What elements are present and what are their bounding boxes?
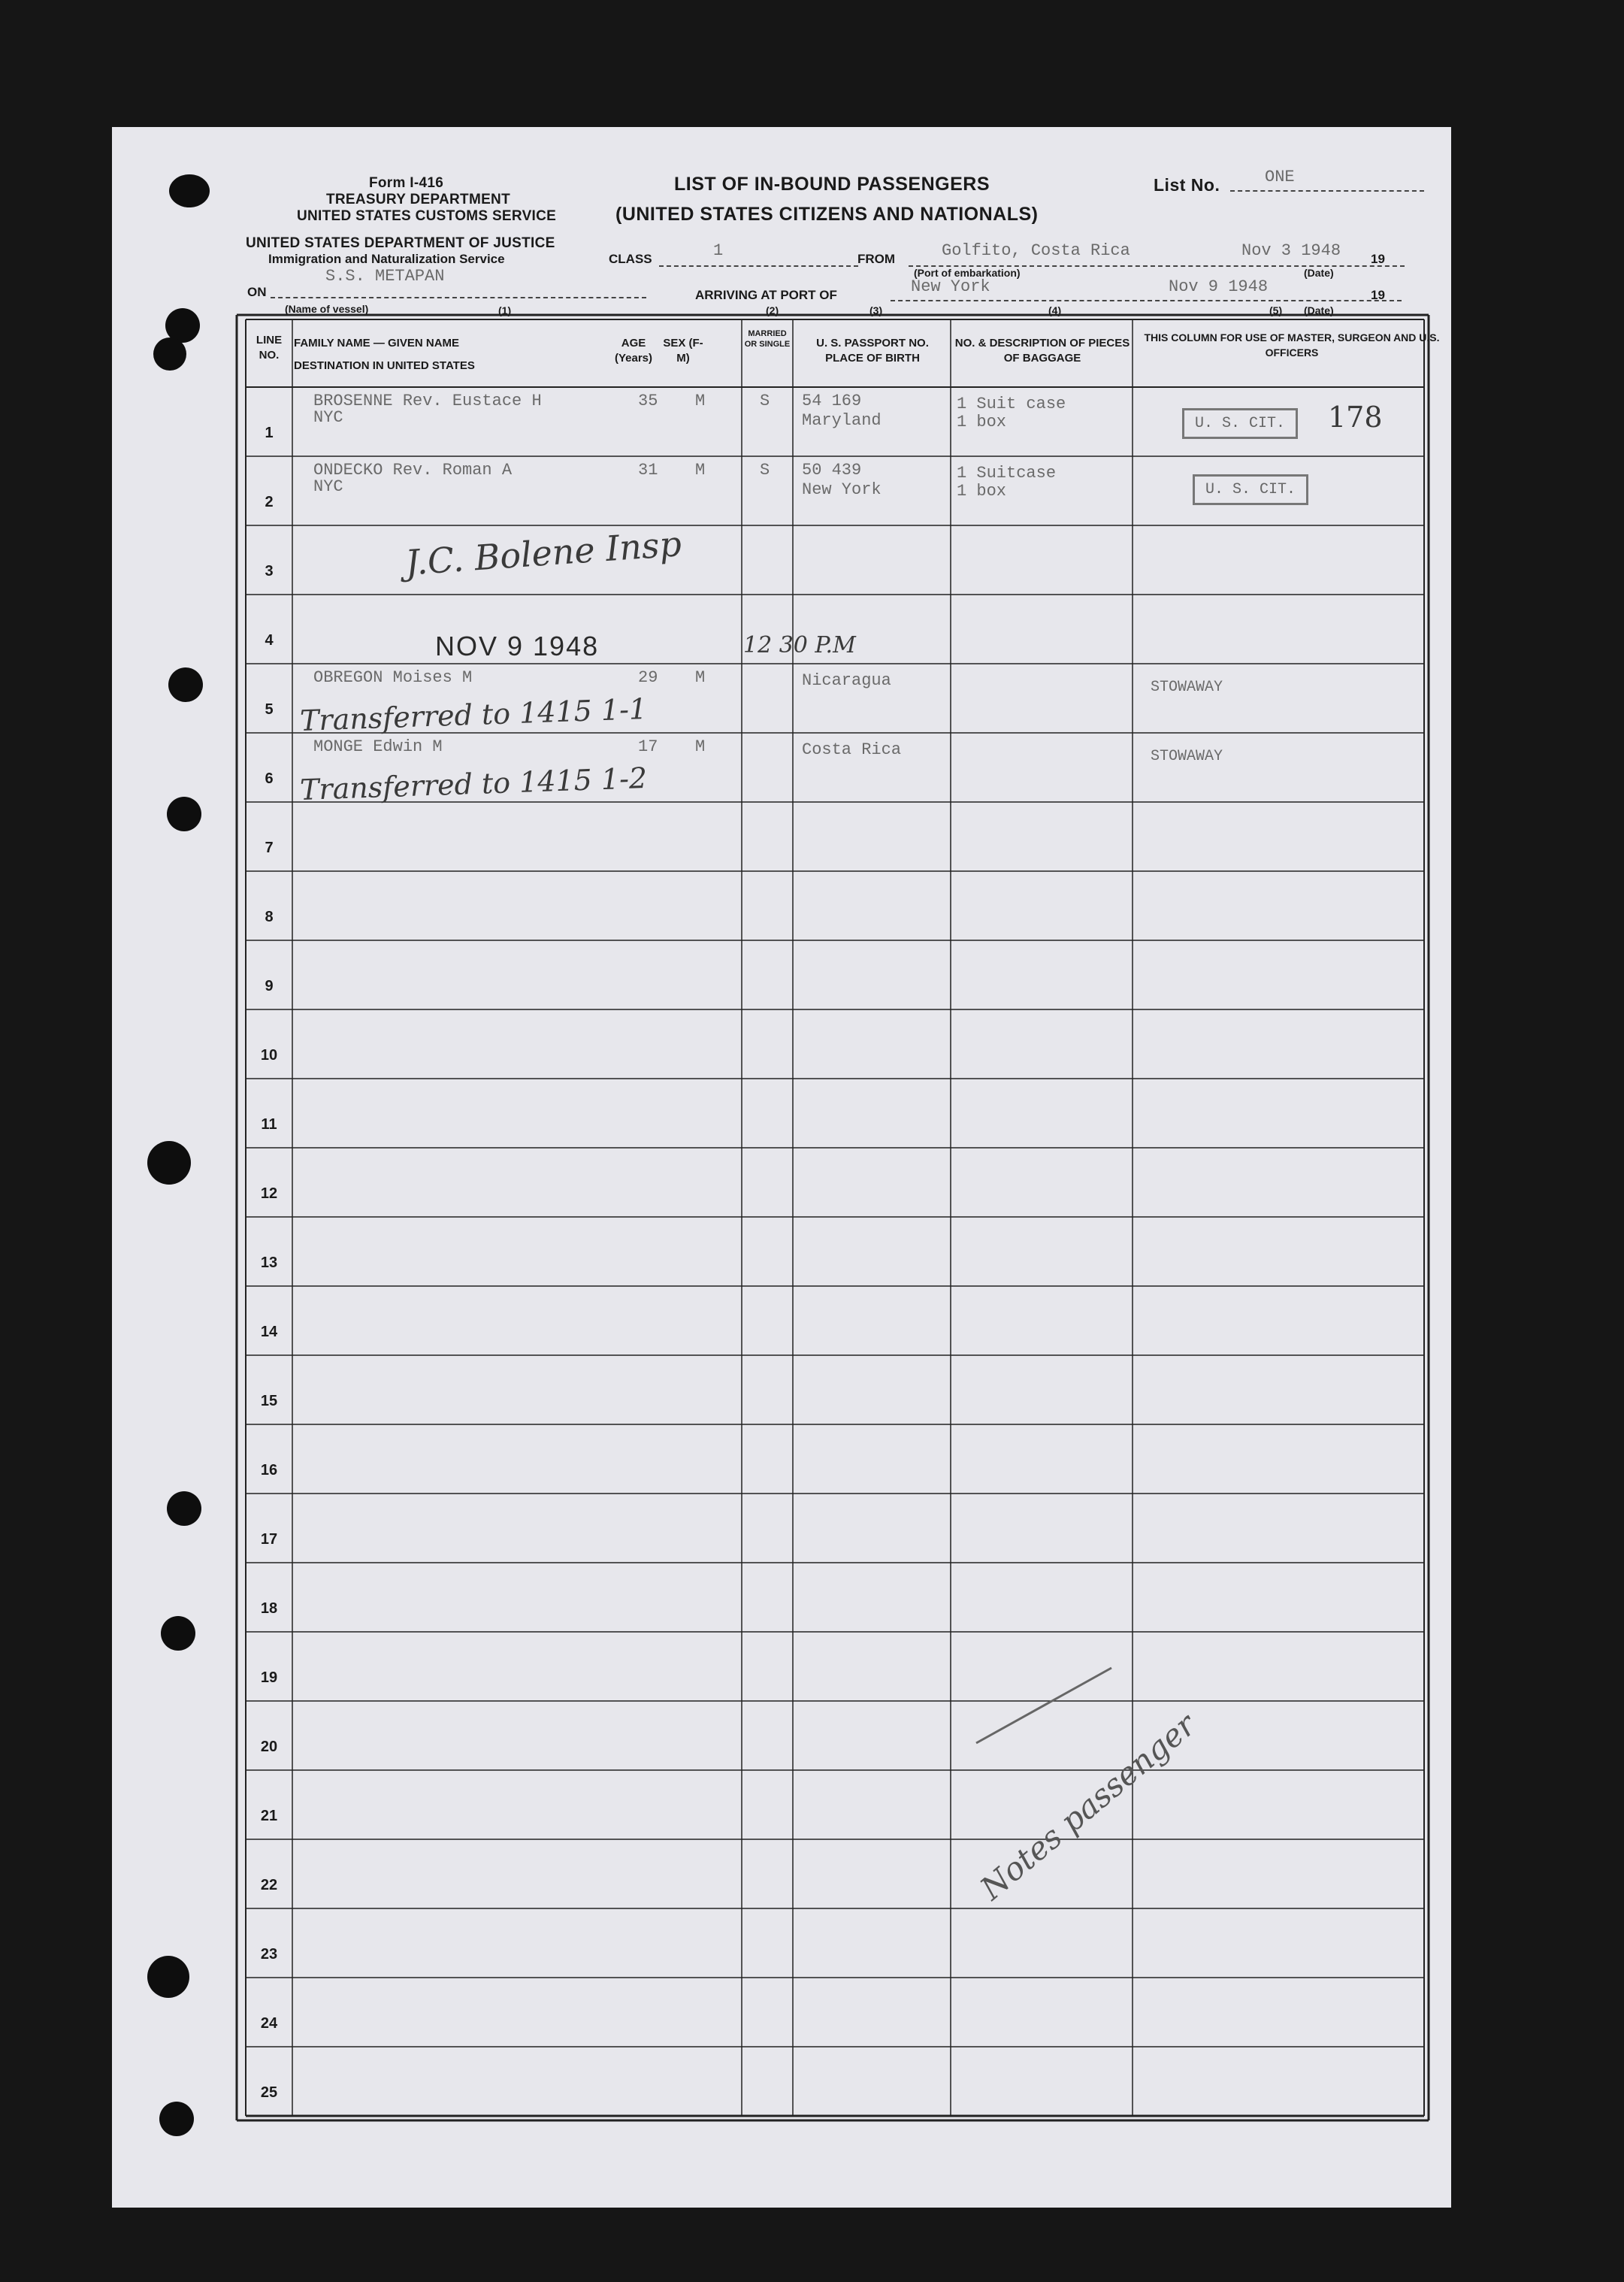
- binder-hole: [153, 337, 186, 371]
- binder-hole: [159, 2102, 194, 2136]
- age: 31: [638, 461, 658, 480]
- line-number: 24: [260, 2015, 278, 2032]
- line-number: 6: [265, 770, 274, 787]
- binder-hole: [167, 1491, 201, 1526]
- from-label: FROM: [857, 252, 896, 266]
- binder-hole: [147, 1956, 189, 1998]
- line-number: 8: [265, 909, 274, 925]
- year-suffix-2: 19: [1371, 288, 1385, 302]
- class-value: 1: [713, 241, 724, 260]
- list-no-value: ONE: [1265, 168, 1295, 186]
- age: 17: [638, 737, 658, 756]
- year-suffix-1: 19: [1371, 252, 1385, 266]
- page-title: LIST OF IN-BOUND PASSENGERS: [674, 174, 990, 195]
- col-destination: DESTINATION IN UNITED STATES: [294, 359, 475, 372]
- destination: NYC: [313, 408, 343, 427]
- place-of-birth: Nicaragua: [802, 671, 891, 690]
- col-sex: SEX (F-M): [663, 337, 703, 365]
- line-number: 9: [265, 978, 274, 994]
- line-number: 4: [265, 632, 274, 649]
- officer-note: STOWAWAY: [1151, 679, 1223, 696]
- destination: NYC: [313, 477, 343, 496]
- arrival-date: Nov 9 1948: [1169, 277, 1269, 296]
- passenger-name: BROSENNE Rev. Eustace H: [313, 392, 542, 410]
- justice-dept: UNITED STATES DEPARTMENT OF JUSTICE: [246, 235, 555, 251]
- sex: M: [695, 668, 706, 687]
- vessel-label: (Name of vessel): [285, 303, 369, 315]
- passenger-name: ONDECKO Rev. Roman A: [313, 461, 513, 480]
- margin-note: Notes passenger: [973, 1705, 1203, 1908]
- line-number: 13: [260, 1254, 278, 1271]
- line-number: 11: [261, 1116, 277, 1133]
- line-number: 2: [265, 494, 274, 510]
- passport-no: 50 439: [802, 461, 862, 480]
- age: 29: [638, 668, 658, 687]
- on-label: ON: [247, 285, 267, 299]
- place-of-birth: Costa Rica: [802, 740, 902, 759]
- line-number: 3: [265, 563, 274, 580]
- list-no-label: List No.: [1154, 175, 1220, 195]
- col-name: FAMILY NAME — GIVEN NAME: [294, 337, 460, 350]
- col-num-5: (5): [1269, 304, 1283, 316]
- date-label-2: (Date): [1304, 304, 1334, 316]
- officer-note: STOWAWAY: [1151, 748, 1223, 765]
- inspection-time: 12 30 P.M: [743, 632, 856, 658]
- marital-status: S: [760, 461, 770, 480]
- sex: M: [695, 392, 706, 410]
- place-of-birth: New York: [802, 480, 882, 499]
- from-value: Golfito, Costa Rica: [942, 241, 1130, 260]
- binder-hole: [147, 1141, 191, 1185]
- vessel-value: S.S. METAPAN: [325, 267, 445, 286]
- pencil-slash: [969, 1660, 1119, 1751]
- line-number: 23: [260, 1946, 278, 1963]
- line-number: 20: [260, 1739, 278, 1755]
- line-number: 21: [260, 1808, 278, 1824]
- col-num-4: (4): [1048, 304, 1062, 316]
- baggage-2: 1 box: [957, 482, 1007, 501]
- binder-hole: [168, 667, 203, 702]
- baggage-1: 1 Suitcase: [957, 464, 1057, 483]
- record-number: 178: [1328, 401, 1383, 434]
- line-number: 12: [260, 1185, 278, 1202]
- col-num-1: (1): [498, 304, 512, 316]
- col-line: LINE NO.: [256, 334, 283, 362]
- line-number: 25: [260, 2084, 278, 2101]
- col-num-3: (3): [869, 304, 883, 316]
- date-label-1: (Date): [1304, 267, 1334, 279]
- baggage-2: 1 box: [957, 413, 1007, 431]
- class-label: CLASS: [609, 252, 652, 266]
- inspector-signature: J.C. Bolene Insp: [404, 523, 683, 583]
- sex: M: [695, 737, 706, 756]
- col-baggage: NO. & DESCRIPTION OF PIECES OF BAGGAGE: [954, 337, 1130, 365]
- line-number: 18: [260, 1600, 278, 1617]
- us-cit-stamp: U. S. CIT.: [1193, 474, 1308, 505]
- line-number: 17: [260, 1531, 278, 1548]
- passenger-name: MONGE Edwin M: [313, 737, 443, 756]
- col-passport: U. S. PASSPORT NO. PLACE OF BIRTH: [816, 337, 929, 365]
- line-number: 22: [260, 1877, 278, 1893]
- line-number: 10: [260, 1047, 278, 1064]
- age: 35: [638, 392, 658, 410]
- arrival-port: New York: [911, 277, 990, 296]
- baggage-1: 1 Suit case: [957, 395, 1066, 413]
- form-number: Form I-416: [369, 175, 444, 191]
- manifest-sheet: [112, 127, 1451, 2208]
- col-age: AGE (Years): [614, 337, 653, 365]
- sex: M: [695, 461, 706, 480]
- page-subtitle: (UNITED STATES CITIZENS AND NATIONALS): [615, 204, 1039, 225]
- treasury-dept: TREASURY DEPARTMENT: [326, 192, 510, 207]
- col-officers: THIS COLUMN FOR USE OF MASTER, SURGEON AND U.S. OFFICERS: [1144, 331, 1440, 359]
- col-married: MARRIED OR SINGLE: [744, 329, 791, 349]
- ins-label: Immigration and Naturalization Service: [268, 252, 505, 266]
- line-number: 16: [260, 1462, 278, 1478]
- manifest-grid: [112, 127, 1451, 2208]
- line-number: 15: [260, 1393, 278, 1409]
- port-embark-label: (Port of embarkation): [914, 267, 1021, 279]
- binder-hole: [161, 1616, 195, 1651]
- passport-no: 54 169: [802, 392, 862, 410]
- place-of-birth: Maryland: [802, 411, 882, 430]
- inspection-date-stamp: NOV 9 1948: [435, 631, 600, 661]
- customs-service: UNITED STATES CUSTOMS SERVICE: [297, 208, 557, 224]
- binder-hole: [167, 797, 201, 831]
- line-number: 7: [265, 840, 274, 856]
- line-number: 19: [260, 1669, 278, 1686]
- sail-date: Nov 3 1948: [1241, 241, 1341, 260]
- transfer-note: Transferred to 1415 1-1: [299, 692, 648, 738]
- transfer-note: Transferred to 1415 1-2: [299, 761, 648, 807]
- col-num-2: (2): [766, 304, 779, 316]
- marital-status: S: [760, 392, 770, 410]
- us-cit-stamp: U. S. CIT.: [1182, 408, 1298, 439]
- line-number: 5: [265, 701, 274, 718]
- passenger-name: OBREGON Moises M: [313, 668, 473, 687]
- line-number: 14: [260, 1324, 278, 1340]
- line-number: 1: [265, 425, 274, 441]
- arriving-label: ARRIVING AT PORT OF: [695, 288, 837, 302]
- binder-hole: [169, 174, 210, 207]
